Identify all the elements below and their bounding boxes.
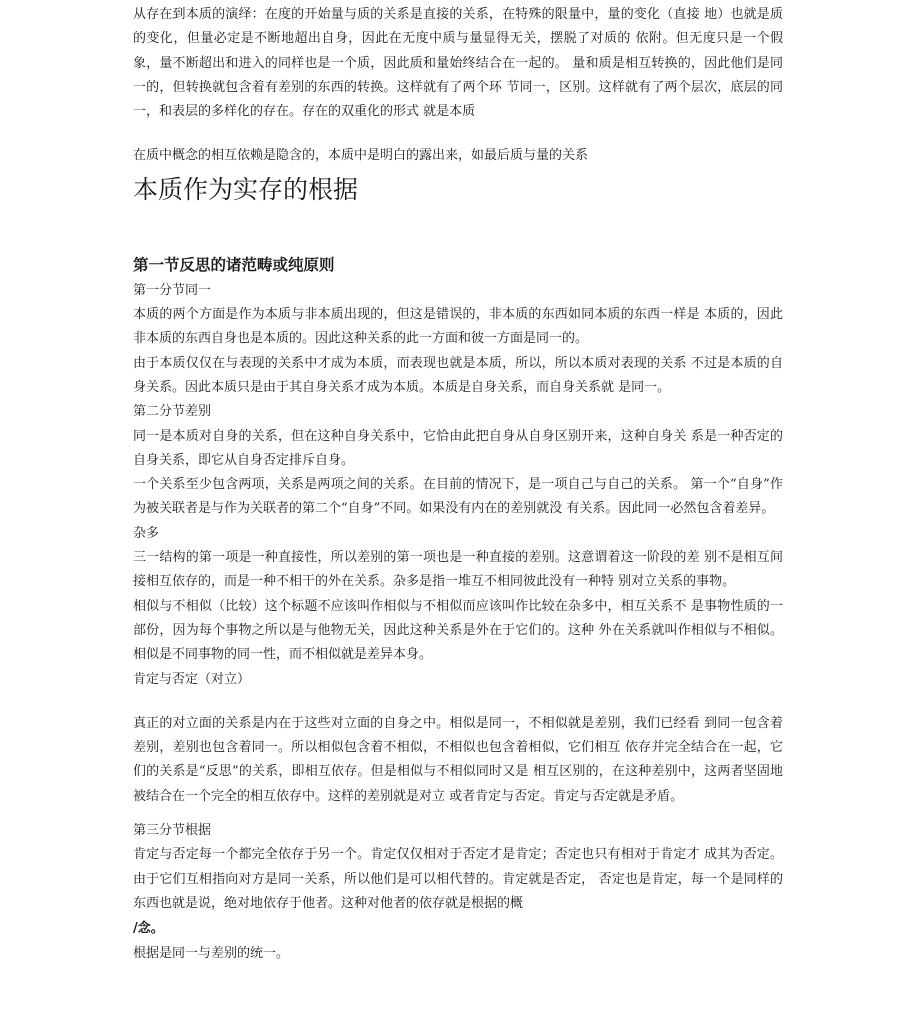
diversity-paragraph-1: 三一结构的第一项是一种直接性，所以差别的第一项也是一种直接的差别。这意谓着这一阶段的差 别不是相互间接相互依存的，而是一种不相干的外在关系。杂多是指一堆互不相同彼此没有一种特 别对立关系的事物。 [133,550,783,590]
identity-paragraph-2: 由于本质仅仅在与表现的关系中才成为本质，而表现也就是本质，所以，所以本质对表现的关系 不过是本质的自身关系。因此本质只是由于其自身关系才成为本质。本质是自身关系，而自身关系就 是同一。 [133,355,783,395]
difference-paragraph-2: 一个关系至少包含两项，关系是两项之间的关系。在目前的情况下，是一项自己与自己的关系。 第一个“自身”作为被关联者是与作为关联者的第二个“自身”不同。如果没有内在的差别就没 有关系。因此同一必然包含着差异。 [133,477,783,517]
difference-paragraph-1: 同一是本质对自身的关系，但在这种自身关系中，它恰由此把自身从自身区别开来，这种自身关 系是一种否定的自身关系，即它从自身否定排斥自身。 [133,428,783,468]
page-title: 本质作为实存的根据 [133,176,359,204]
intro-note: 在质中概念的相互依赖是隐含的，本质中是明白的露出来，如最后质与量的关系 [133,148,589,164]
ground-paragraph-continuation: /念。 [133,921,164,937]
subsection-label-ground: 第三分节根据 [133,823,212,839]
section-heading: 第一节反思的诸范畴或纯原则 [133,255,335,274]
subsection-label-diversity: 杂多 [133,525,160,541]
subsection-label-identity: 第一分节同一 [133,282,212,298]
opposition-paragraph: 真正的对立面的关系是内在于这些对立面的自身之中。相似是同一，不相似就是差别，我们已经看 到同一包含着差别，差别也包含着同一。所以相似包含着不相似，不相似也包含着相似，它们相互 依存并完全结合在一起，它们的关系是“反思”的关系，即相互依存。但是相似与不相似同时又是 相互区别的，在这种差别中，这两者坚固地被结合在一个完全的相互依存中。这样的差别就是对立 或者肯定与否定。肯定与否定就是矛盾。 [133,715,783,804]
ground-paragraph-2: 根据是同一与差别的统一。 [133,946,290,962]
identity-paragraph-1: 本质的两个方面是作为本质与非本质出现的，但这是错误的，非本质的东西如同本质的东西一样是 本质的，因此非本质的东西自身也是本质的。因此这种关系的此一方面和彼一方面是同一的。 [133,307,783,347]
intro-paragraph: 从存在到本质的演绎：在度的开始量与质的关系是直接的关系，在特殊的限量中，量的变化（直接 地）也就是质的变化，但量必定是不断地超出自身，因此在无度中质与量显得无关，摆脱了对质的 依附。但无度只是一个假象，量不断超出和进入的同样也是一个质，因此质和量始终结合在一起的。 量和质是相互转换的，因此他们是同一的，但转换就包含着有差别的东西的转换。这样就有了两个环 节同一，区别。这样就有了两个层次，底层的同一，和表层的多样化的存在。存在的双重化的形式 就是本质 [133,7,783,120]
ground-paragraph-1: 肯定与否定每一个都完全依存于另一个。肯定仅仅相对于否定才是肯定；否定也只有相对于肯定才 成其为否定。由于它们互相指向对方是同一关系，所以他们是可以相代替的。肯定就是否定， 否定也是肯定，每一个是同样的东西也就是说，绝对地依存于他者。这种对他者的依存就是根据的概 [133,847,783,911]
document-page [133,3,783,967]
diversity-paragraph-2: 相似与不相似（比较）这个标题不应该叫作相似与不相似而应该叫作比较在杂多中，相互关系不 是事物性质的一部份，因为每个事物之所以是与他物无关，因此这种关系是外在于它们的。这种 外在关系就叫作相似与不相似。相似是不同事物的同一性，而不相似就是差异本身。 [133,598,783,663]
subsection-label-difference: 第二分节差别 [133,404,212,420]
subsection-label-opposition: 肯定与否定（对立） [133,671,251,687]
